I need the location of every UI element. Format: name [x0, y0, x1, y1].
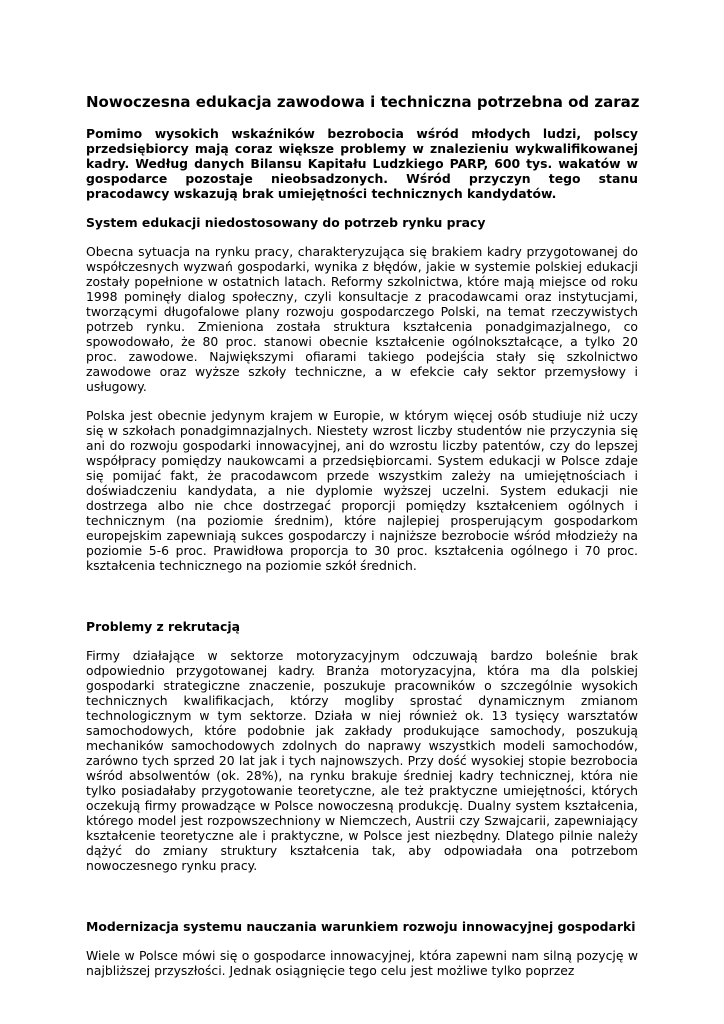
section-paragraph: Firmy działające w sektorze motoryzacyjnym odczuwają bardzo boleśnie brak odpowiednio przygotowanej kadry. Branża motoryzacyjna, która ma dla polskiej gospodarki strategiczne znaczenie, poszukuje pracowników o szczególnie wysokich technicznych kwalifikacjach, którzy mogliby sprostać dynamicznym zmianom technologicznym w tym sektorze. Działa w niej również ok. 13 tysięcy warsztatów samochodowych, które podobnie jak zakłady produkujące samochody, poszukują mechaników samochodowych zdolnych do naprawy wszystkich modeli samochodów, zarówno tych sprzed 20 lat jak i tych najnowszych. Przy dość wysokiej stopie bezrobocia wśród absolwentów (ok. 28%), na rynku brakuje średniej kadry technicznej, która nie tylko posiadałaby przygotowanie teoretyczne, ale też praktyczne umiejętności, których oczekują firmy prowadzące w Polsce nowoczesną produkcję. Dualny system kształcenia, którego model jest rozpowszechniony w Niemczech, Austrii czy Szwajcarii, zapewniający kształcenie teoretyczne ale i praktyczne, w Polsce jest niezbędny. Dlatego pilnie należy dążyć do zmiany struktury kształcenia tak, aby odpowiadała ona potrzebom nowoczesnego rynku pracy.	[86, 648, 638, 873]
section-heading-education-system: System edukacji niedostosowany do potrzeb rynku pracy	[86, 215, 486, 230]
section-heading-recruitment: Problemy z rekrutacją	[86, 619, 240, 634]
section-heading-modernization: Modernizacja systemu nauczania warunkiem rozwoju innowacyjnej gospodarki	[86, 919, 636, 934]
section-paragraph: Obecna sytuacja na rynku pracy, charakteryzująca się brakiem kadry przygotowanej do współczesnych wyzwań gospodarki, wynika z błędów, jakie w systemie polskiej edukacji zostały popełnione w ostatnich latach. Reformy szkolnictwa, które mają miejsce od roku 1998 pominęły dialog społeczny, czyli konsultacje z pracodawcami oraz instytucjami, tworzącymi długofalowe plany rozwoju gospodarczego Polski, na temat rzeczywistych potrzeb rynku. Zmieniona została struktura kształcenia ponadgimazjalnego, co spowodowało, że 80 proc. stanowi obecnie kształcenie ogólnokształcące, a tylko 20 proc. zawodowe. Największymi ofiarami takiego podejścia stały się szkolnictwo zawodowe oraz wyższe szkoły techniczne, a w efekcie cały sektor przemysłowy i usługowy.	[86, 244, 638, 394]
lead-paragraph: Pomimo wysokich wskaźników bezrobocia wśród młodych ludzi, polscy przedsiębiorcy mają coraz większe problemy w znalezieniu wykwalifikowanej kadry. Według danych Bilansu Kapitału Ludzkiego PARP, 600 tys. wakatów w gospodarce pozostaje nieobsadzonych. Wśród przyczyn tego stanu pracodawcy wskazują brak umiejętności technicznych kandydatów.	[86, 126, 638, 201]
document-title: Nowoczesna edukacja zawodowa i techniczna potrzebna od zaraz	[86, 93, 640, 111]
section-paragraph: Polska jest obecnie jedynym krajem w Europie, w którym więcej osób studiuje niż uczy się w szkołach ponadgimnazjalnych. Niestety wzrost liczby studentów nie przyczynia się ani do rozwoju gospodarki innowacyjnej, ani do wzrostu liczby patentów, czy do lepszej współpracy pomiędzy naukowcami a przedsiębiorcami. System edukacji w Polsce zdaje się pomijać fakt, że pracodawcom przede wszystkim zależy na umiejętnościach i doświadczeniu kandydata, a nie dyplomie wyższej uczelni. System edukacji nie dostrzega albo nie chce dostrzegać proporcji pomiędzy kształceniem ogólnych i technicznym (na poziomie średnim), które najlepiej prosperującym gospodarkom europejskim zapewniają sukces gospodarczy i najniższe bezrobocie wśród młodzieży na poziomie 5-6 proc. Prawidłowa proporcja to 30 proc. kształcenia ogólnego i 70 proc. kształcenia technicznego na poziomie szkół średnich.	[86, 408, 638, 573]
document-page	[86, 92, 638, 992]
section-paragraph: Wiele w Polsce mówi się o gospodarce innowacyjnej, która zapewni nam silną pozycję w najbliższej przyszłości. Jednak osiągnięcie tego celu jest możliwe tylko poprzez	[86, 948, 638, 978]
